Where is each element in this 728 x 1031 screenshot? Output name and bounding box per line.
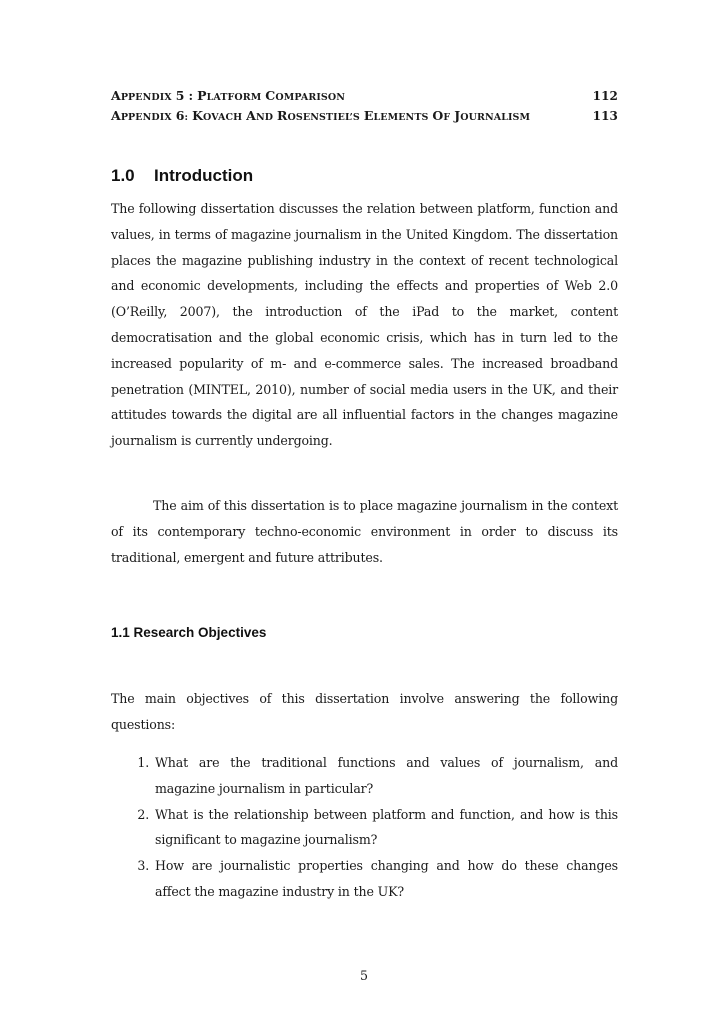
objectives-intro: The main objectives of this dissertation involve answering the following questions: (111, 691, 618, 732)
page-number: 5 (359, 968, 368, 983)
toc-entry-page: 113 (592, 109, 618, 123)
subsection-heading: 1.1 Research Objectives (111, 625, 267, 640)
section-number: 1.0 (111, 166, 135, 185)
table-of-contents (111, 87, 618, 127)
aim-paragraph: The aim of this dissertation is to place magazine journalism in the context of its contemporary techno-economic environment in order to discuss its traditional, emergent and future attributes. (111, 498, 618, 565)
toc-entry-label: APPENDIX 5 : PLATFORM COMPARISON (111, 88, 346, 103)
section-heading (111, 166, 253, 186)
toc-entry-label: APPENDIX 6: KOVACH AND ROSENSTIEL’S ELEMENTS OF JOURNALISM (111, 108, 531, 123)
research-question: 3. How are journalistic properties changing and how do these changes affect the magazine industry in the UK? (153, 853, 618, 905)
intro-paragraph: The following dissertation discusses the relation between platform, function and values, in terms of magazine journalism in the United Kingdom. The dissertation places the magazine publishing industry in the context of recent technological and economic developments, including the effects and properties of Web 2.0 (O’Reilly, 2007), the introduction of the iPad to the market, content democratisation and the global economic crisis, which has in turn led to the increased popularity of m- and e-commerce sales. The increased broadband penetration (MINTEL, 2010), number of social media users in the UK, and their attitudes towards the digital are all influential factors in the changes magazine journalism is currently undergoing. (111, 201, 618, 449)
toc-entry (111, 107, 618, 127)
section-title: Introduction (154, 166, 254, 185)
research-question: 1. What are the traditional functions and values of journalism, and magazine journalism in particular? (153, 750, 618, 802)
research-questions-list (111, 750, 618, 905)
research-question: 2. What is the relationship between platform and function, and how is this significant to magazine journalism? (153, 802, 618, 854)
toc-entry-page: 112 (592, 89, 618, 103)
toc-entry (111, 87, 618, 107)
